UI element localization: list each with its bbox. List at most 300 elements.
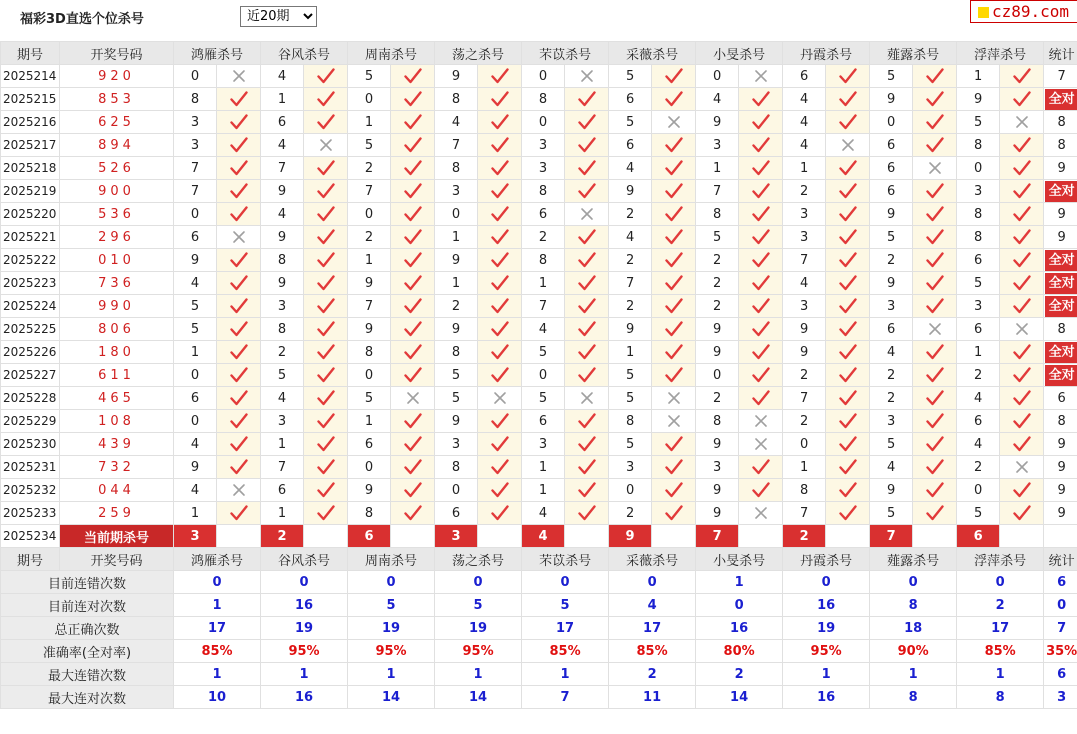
stat-all-correct (1044, 249, 1077, 272)
kill-number: 6 (261, 479, 304, 502)
kill-number: 9 (696, 479, 739, 502)
kill-number: 0 (348, 364, 391, 387)
stats-value: 14 (348, 686, 435, 709)
kill-number: 7 (174, 157, 217, 180)
check-icon (1000, 410, 1044, 433)
kill-number: 8 (696, 410, 739, 433)
kill-number: 4 (522, 318, 565, 341)
check-icon (739, 479, 783, 502)
kill-number: 5 (870, 433, 913, 456)
draw-number: 465 (60, 387, 174, 410)
check-icon (565, 134, 609, 157)
kill-number: 6 (522, 410, 565, 433)
stats-label: 目前连错次数 (1, 571, 174, 594)
table-row (1, 203, 1077, 226)
kill-number: 9 (696, 111, 739, 134)
kill-number: 6 (957, 410, 1000, 433)
kill-number: 2 (435, 295, 478, 318)
kill-number: 7 (261, 157, 304, 180)
check-icon (739, 203, 783, 226)
check-icon (391, 249, 435, 272)
stats-value: 95% (348, 640, 435, 663)
kill-number: 6 (609, 88, 652, 111)
kill-number: 5 (957, 502, 1000, 525)
stat-count: 8 (1044, 410, 1077, 433)
kill-number: 4 (957, 387, 1000, 410)
kill-number: 5 (435, 387, 478, 410)
check-icon (565, 111, 609, 134)
check-icon (565, 364, 609, 387)
period-range-select[interactable] (240, 6, 317, 27)
check-icon (391, 341, 435, 364)
check-icon (1000, 65, 1044, 88)
check-icon (739, 341, 783, 364)
kill-number: 0 (783, 433, 826, 456)
check-icon (913, 387, 957, 410)
kill-number: 0 (696, 364, 739, 387)
kill-number: 1 (696, 157, 739, 180)
draw-number: 990 (60, 295, 174, 318)
column-header: 统计 (1044, 42, 1077, 65)
check-icon (1000, 502, 1044, 525)
check-icon (739, 249, 783, 272)
kill-number: 3 (870, 295, 913, 318)
stat-count: 8 (1044, 134, 1077, 157)
kill-number: 0 (174, 203, 217, 226)
check-icon (1000, 88, 1044, 111)
check-icon (1000, 341, 1044, 364)
kill-number: 5 (870, 65, 913, 88)
check-icon (478, 203, 522, 226)
column-header: 期号 (1, 548, 60, 571)
period-number: 2025228 (1, 387, 60, 410)
stats-label: 最大连对次数 (1, 686, 174, 709)
empty-cell (478, 525, 522, 548)
kill-number: 4 (609, 157, 652, 180)
stats-label: 目前连对次数 (1, 594, 174, 617)
all-correct-badge: 全对 (1045, 89, 1077, 110)
kill-number: 7 (783, 249, 826, 272)
check-icon (826, 180, 870, 203)
kill-number: 9 (609, 180, 652, 203)
draw-number: 853 (60, 88, 174, 111)
stats-value: 4 (609, 594, 696, 617)
check-icon (478, 180, 522, 203)
check-icon (565, 226, 609, 249)
stats-value: 8 (957, 686, 1044, 709)
kill-number: 4 (261, 203, 304, 226)
kill-number: 9 (957, 88, 1000, 111)
stats-value: 16 (261, 686, 348, 709)
column-header: 小旻杀号 (696, 42, 783, 65)
check-icon (739, 88, 783, 111)
kill-number: 4 (261, 387, 304, 410)
stats-value: 1 (783, 663, 870, 686)
kill-number: 5 (174, 295, 217, 318)
kill-number: 9 (609, 318, 652, 341)
empty-cell (1000, 525, 1044, 548)
stats-value: 1 (957, 663, 1044, 686)
kill-number: 5 (348, 65, 391, 88)
check-icon (1000, 295, 1044, 318)
kill-number: 6 (870, 134, 913, 157)
kill-number: 2 (783, 364, 826, 387)
column-header: 谷风杀号 (261, 42, 348, 65)
check-icon (391, 410, 435, 433)
draw-number: 900 (60, 180, 174, 203)
stats-value: 0 (870, 571, 957, 594)
kill-number: 5 (522, 387, 565, 410)
cross-icon (652, 111, 696, 134)
table-row (1, 88, 1077, 111)
kill-number: 9 (696, 433, 739, 456)
stats-value: 35% (1044, 640, 1077, 663)
stats-value: 0 (261, 571, 348, 594)
kill-number: 7 (348, 295, 391, 318)
stats-value: 1 (174, 663, 261, 686)
stats-value: 18 (870, 617, 957, 640)
check-icon (826, 203, 870, 226)
kill-number: 9 (435, 410, 478, 433)
stats-value: 17 (957, 617, 1044, 640)
check-icon (217, 318, 261, 341)
kill-number: 0 (609, 479, 652, 502)
stats-value: 0 (1044, 594, 1077, 617)
column-header: 浮萍杀号 (957, 548, 1044, 571)
kill-number: 7 (783, 387, 826, 410)
kill-number: 2 (870, 387, 913, 410)
cross-icon (739, 65, 783, 88)
kill-number: 1 (261, 502, 304, 525)
column-header: 浮萍杀号 (957, 42, 1044, 65)
kill-number: 2 (783, 410, 826, 433)
stats-value: 1 (435, 663, 522, 686)
check-icon (478, 134, 522, 157)
stats-row (1, 571, 1077, 594)
empty-cell (304, 525, 348, 548)
check-icon (826, 433, 870, 456)
empty-cell (391, 525, 435, 548)
check-icon (304, 318, 348, 341)
check-icon (652, 249, 696, 272)
period-number: 2025216 (1, 111, 60, 134)
stats-value: 5 (522, 594, 609, 617)
column-header: 鸿雁杀号 (174, 548, 261, 571)
check-icon (826, 318, 870, 341)
check-icon (1000, 203, 1044, 226)
kill-number: 4 (261, 134, 304, 157)
kill-number: 2 (696, 249, 739, 272)
check-icon (913, 249, 957, 272)
stats-value: 16 (783, 686, 870, 709)
table-row (1, 318, 1077, 341)
check-icon (1000, 134, 1044, 157)
kill-number: 8 (783, 479, 826, 502)
cross-icon (913, 157, 957, 180)
check-icon (304, 111, 348, 134)
kill-number: 8 (261, 249, 304, 272)
check-icon (739, 318, 783, 341)
kill-number: 7 (609, 272, 652, 295)
kill-number: 9 (348, 479, 391, 502)
kill-number: 9 (696, 502, 739, 525)
draw-number: 259 (60, 502, 174, 525)
check-icon (913, 88, 957, 111)
check-icon (652, 502, 696, 525)
cross-icon (217, 65, 261, 88)
kill-number: 5 (348, 387, 391, 410)
kill-number: 6 (348, 433, 391, 456)
kill-number: 0 (957, 157, 1000, 180)
kill-number: 1 (348, 249, 391, 272)
kill-number: 9 (348, 272, 391, 295)
kill-number: 4 (783, 111, 826, 134)
check-icon (652, 134, 696, 157)
kill-number: 8 (957, 226, 1000, 249)
check-icon (478, 433, 522, 456)
site-logo[interactable] (970, 0, 1077, 23)
check-icon (391, 88, 435, 111)
stats-value: 0 (435, 571, 522, 594)
kill-number: 1 (348, 410, 391, 433)
kill-number: 3 (783, 226, 826, 249)
kill-number: 3 (522, 134, 565, 157)
draw-number: 894 (60, 134, 174, 157)
kill-number: 1 (261, 433, 304, 456)
kill-number: 9 (261, 226, 304, 249)
cross-icon (391, 387, 435, 410)
check-icon (826, 111, 870, 134)
cross-icon (565, 65, 609, 88)
period-number: 2025218 (1, 157, 60, 180)
stat-count: 8 (1044, 318, 1077, 341)
stats-row (1, 594, 1077, 617)
kill-number: 7 (348, 180, 391, 203)
kill-number: 6 (870, 318, 913, 341)
stats-value: 0 (174, 571, 261, 594)
stat-all-correct (1044, 180, 1077, 203)
kill-number: 3 (174, 134, 217, 157)
check-icon (565, 272, 609, 295)
kill-number: 4 (522, 502, 565, 525)
kill-number: 4 (783, 134, 826, 157)
kill-number: 2 (783, 180, 826, 203)
current-kill-number: 9 (609, 525, 652, 548)
stat-count: 9 (1044, 203, 1077, 226)
kill-number: 2 (957, 456, 1000, 479)
stats-row (1, 640, 1077, 663)
kill-number: 5 (174, 318, 217, 341)
kill-number: 9 (174, 456, 217, 479)
kill-number: 9 (870, 272, 913, 295)
stats-value: 2 (696, 663, 783, 686)
check-icon (391, 456, 435, 479)
check-icon (565, 502, 609, 525)
kill-number: 0 (522, 364, 565, 387)
check-icon (304, 226, 348, 249)
stats-label: 最大连错次数 (1, 663, 174, 686)
stats-value: 0 (957, 571, 1044, 594)
check-icon (478, 456, 522, 479)
cross-icon (217, 479, 261, 502)
stats-value: 6 (1044, 571, 1077, 594)
empty-cell (652, 525, 696, 548)
logo-square-icon (978, 7, 989, 18)
cross-icon (217, 226, 261, 249)
all-correct-badge: 全对 (1045, 342, 1077, 363)
draw-number: 044 (60, 479, 174, 502)
stats-value: 1 (174, 594, 261, 617)
kill-number: 4 (696, 88, 739, 111)
kill-number: 5 (609, 387, 652, 410)
check-icon (652, 456, 696, 479)
stats-value: 80% (696, 640, 783, 663)
kill-number: 9 (435, 65, 478, 88)
stats-row (1, 686, 1077, 709)
table-row (1, 502, 1077, 525)
cross-icon (304, 134, 348, 157)
current-kill-number: 6 (348, 525, 391, 548)
period-number: 2025224 (1, 295, 60, 318)
stats-value: 16 (696, 617, 783, 640)
check-icon (826, 272, 870, 295)
kill-number: 6 (870, 157, 913, 180)
check-icon (913, 456, 957, 479)
cross-icon (913, 318, 957, 341)
kill-number: 0 (348, 88, 391, 111)
column-header: 采薇杀号 (609, 42, 696, 65)
kill-number: 2 (522, 226, 565, 249)
kill-number: 8 (957, 134, 1000, 157)
check-icon (304, 157, 348, 180)
kill-number: 8 (522, 180, 565, 203)
stat-all-correct (1044, 341, 1077, 364)
kill-number: 3 (609, 456, 652, 479)
kill-number: 0 (348, 203, 391, 226)
kill-number: 1 (435, 226, 478, 249)
check-icon (826, 65, 870, 88)
kill-number: 5 (522, 341, 565, 364)
stats-value: 1 (522, 663, 609, 686)
check-icon (391, 433, 435, 456)
kill-number: 2 (609, 502, 652, 525)
check-icon (913, 433, 957, 456)
kill-number: 1 (261, 88, 304, 111)
column-header: 荡之杀号 (435, 42, 522, 65)
table-row (1, 180, 1077, 203)
kill-number: 3 (261, 295, 304, 318)
kill-number: 8 (435, 157, 478, 180)
table-row (1, 364, 1077, 387)
check-icon (304, 272, 348, 295)
stats-value: 0 (696, 594, 783, 617)
kill-number: 5 (609, 364, 652, 387)
kill-number: 7 (783, 502, 826, 525)
column-header: 丹霞杀号 (783, 548, 870, 571)
cross-icon (1000, 456, 1044, 479)
check-icon (304, 433, 348, 456)
check-icon (478, 272, 522, 295)
check-icon (1000, 433, 1044, 456)
kill-number: 2 (696, 295, 739, 318)
stat-count: 9 (1044, 226, 1077, 249)
stat-all-correct (1044, 295, 1077, 318)
kill-number: 2 (348, 226, 391, 249)
stats-value: 85% (174, 640, 261, 663)
check-icon (913, 180, 957, 203)
stats-value: 19 (783, 617, 870, 640)
cross-icon (1000, 111, 1044, 134)
cross-icon (739, 502, 783, 525)
draw-number: 920 (60, 65, 174, 88)
check-icon (217, 111, 261, 134)
current-period-number: 2025234 (1, 525, 60, 548)
stats-value: 8 (870, 594, 957, 617)
table-row (1, 456, 1077, 479)
kill-number: 5 (261, 364, 304, 387)
current-kill-number: 2 (261, 525, 304, 548)
stats-value: 11 (609, 686, 696, 709)
stats-row (1, 617, 1077, 640)
column-header: 荡之杀号 (435, 548, 522, 571)
stat-count: 9 (1044, 433, 1077, 456)
stats-value: 17 (609, 617, 696, 640)
check-icon (565, 157, 609, 180)
check-icon (1000, 387, 1044, 410)
check-icon (1000, 272, 1044, 295)
check-icon (478, 410, 522, 433)
current-kill-label: 当前期杀号 (60, 525, 174, 548)
check-icon (478, 65, 522, 88)
check-icon (478, 502, 522, 525)
check-icon (826, 226, 870, 249)
current-kill-number: 4 (522, 525, 565, 548)
column-header: 谷风杀号 (261, 548, 348, 571)
check-icon (1000, 180, 1044, 203)
table-row (1, 65, 1077, 88)
kill-number: 2 (957, 364, 1000, 387)
kill-number: 1 (783, 456, 826, 479)
kill-number: 3 (957, 180, 1000, 203)
cross-icon (739, 410, 783, 433)
all-correct-badge: 全对 (1045, 365, 1077, 386)
stat-count: 8 (1044, 111, 1077, 134)
check-icon (826, 456, 870, 479)
empty-cell (565, 525, 609, 548)
current-kill-number: 7 (870, 525, 913, 548)
draw-number: 736 (60, 272, 174, 295)
stats-value: 0 (783, 571, 870, 594)
check-icon (913, 65, 957, 88)
kill-number: 6 (609, 134, 652, 157)
check-icon (565, 318, 609, 341)
kill-number: 2 (696, 387, 739, 410)
check-icon (826, 295, 870, 318)
stats-value: 1 (870, 663, 957, 686)
period-number: 2025223 (1, 272, 60, 295)
kill-number: 8 (348, 341, 391, 364)
kill-number: 4 (870, 341, 913, 364)
kill-number: 0 (174, 410, 217, 433)
stats-value: 7 (522, 686, 609, 709)
check-icon (304, 502, 348, 525)
kill-number: 8 (435, 456, 478, 479)
table-row (1, 111, 1077, 134)
column-header: 薤露杀号 (870, 42, 957, 65)
logo-text: cz89.com (992, 2, 1070, 21)
kill-number: 1 (957, 65, 1000, 88)
kill-number: 7 (174, 180, 217, 203)
